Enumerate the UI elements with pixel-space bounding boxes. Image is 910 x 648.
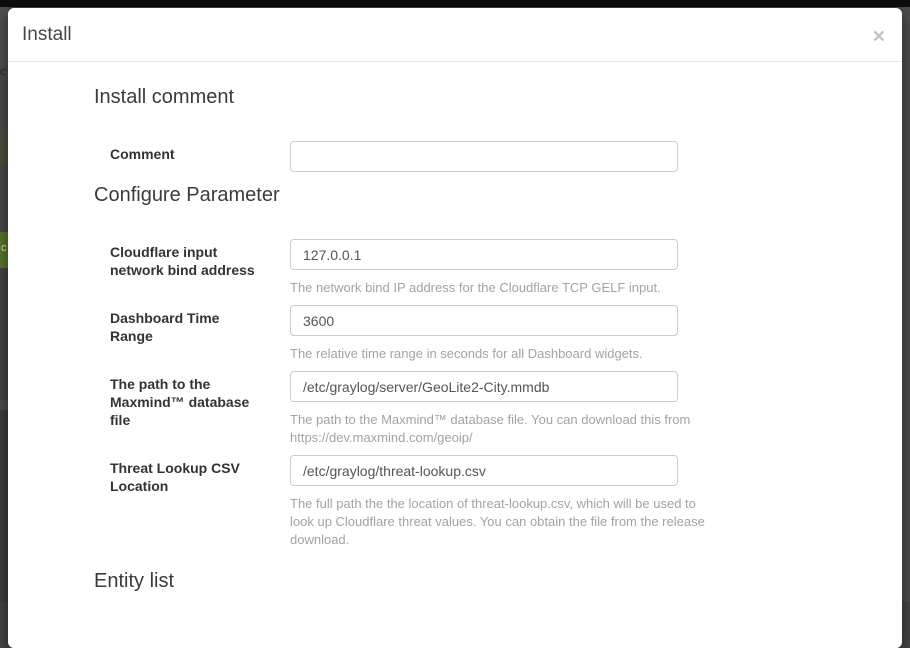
section-heading-configure-parameter: Configure Parameter (94, 184, 280, 206)
background-segment (0, 7, 8, 66)
background-segment (0, 268, 8, 400)
background-page-right-edge (902, 7, 910, 602)
threat-csv-input[interactable] (290, 455, 678, 486)
comment-label: Comment (110, 146, 175, 162)
modal-header (8, 8, 902, 62)
bind-address-input[interactable] (290, 239, 678, 270)
install-modal (8, 8, 902, 648)
comment-input[interactable] (290, 141, 678, 172)
threat-csv-label: Threat Lookup CSV Location (110, 460, 240, 494)
maxmind-path-label: The path to the Maxmind™ database file (110, 376, 250, 428)
form-field-comment (110, 141, 902, 172)
maxmind-path-input[interactable] (290, 371, 678, 402)
time-range-input[interactable] (290, 305, 678, 336)
section-heading-entity-list: Entity list (94, 570, 175, 592)
maxmind-path-help: The path to the Maxmind™ database file. You can download this from https://dev.maxmind.com/geoip/ (290, 412, 691, 445)
background-page-left-edge (0, 7, 8, 602)
bind-address-label: Cloudflare input network bind address (110, 244, 255, 278)
background-segment (0, 400, 8, 410)
form-field-threat-csv (110, 455, 902, 549)
background-green-button-fragment: c (0, 232, 8, 268)
time-range-help: The relative time range in seconds for all Dashboard widgets. (290, 346, 643, 361)
form-field-time-range (110, 305, 902, 363)
threat-csv-help: The full path the the location of threat-lookup.csv, which will be used to look up Cloudflare threat values. You can obtain the file from the release download. (290, 496, 705, 547)
section-configure-parameter-fields (8, 239, 902, 549)
bind-address-help: The network bind IP address for the Cloudflare TCP GELF input. (290, 280, 661, 295)
section-install-comment-fields (8, 141, 902, 172)
close-icon[interactable]: × (872, 25, 885, 48)
section-heading-install-comment: Install comment (94, 86, 235, 108)
form-field-bind-address (110, 239, 902, 297)
background-segment (0, 131, 8, 165)
background-text-fragment: c (0, 66, 6, 78)
form-field-maxmind-path (110, 371, 902, 447)
time-range-label: Dashboard Time Range (110, 310, 220, 344)
background-navbar (0, 0, 910, 7)
background-segment (0, 410, 8, 602)
background-segment (0, 165, 8, 232)
modal-body (8, 62, 902, 594)
modal-title: Install (22, 24, 72, 45)
